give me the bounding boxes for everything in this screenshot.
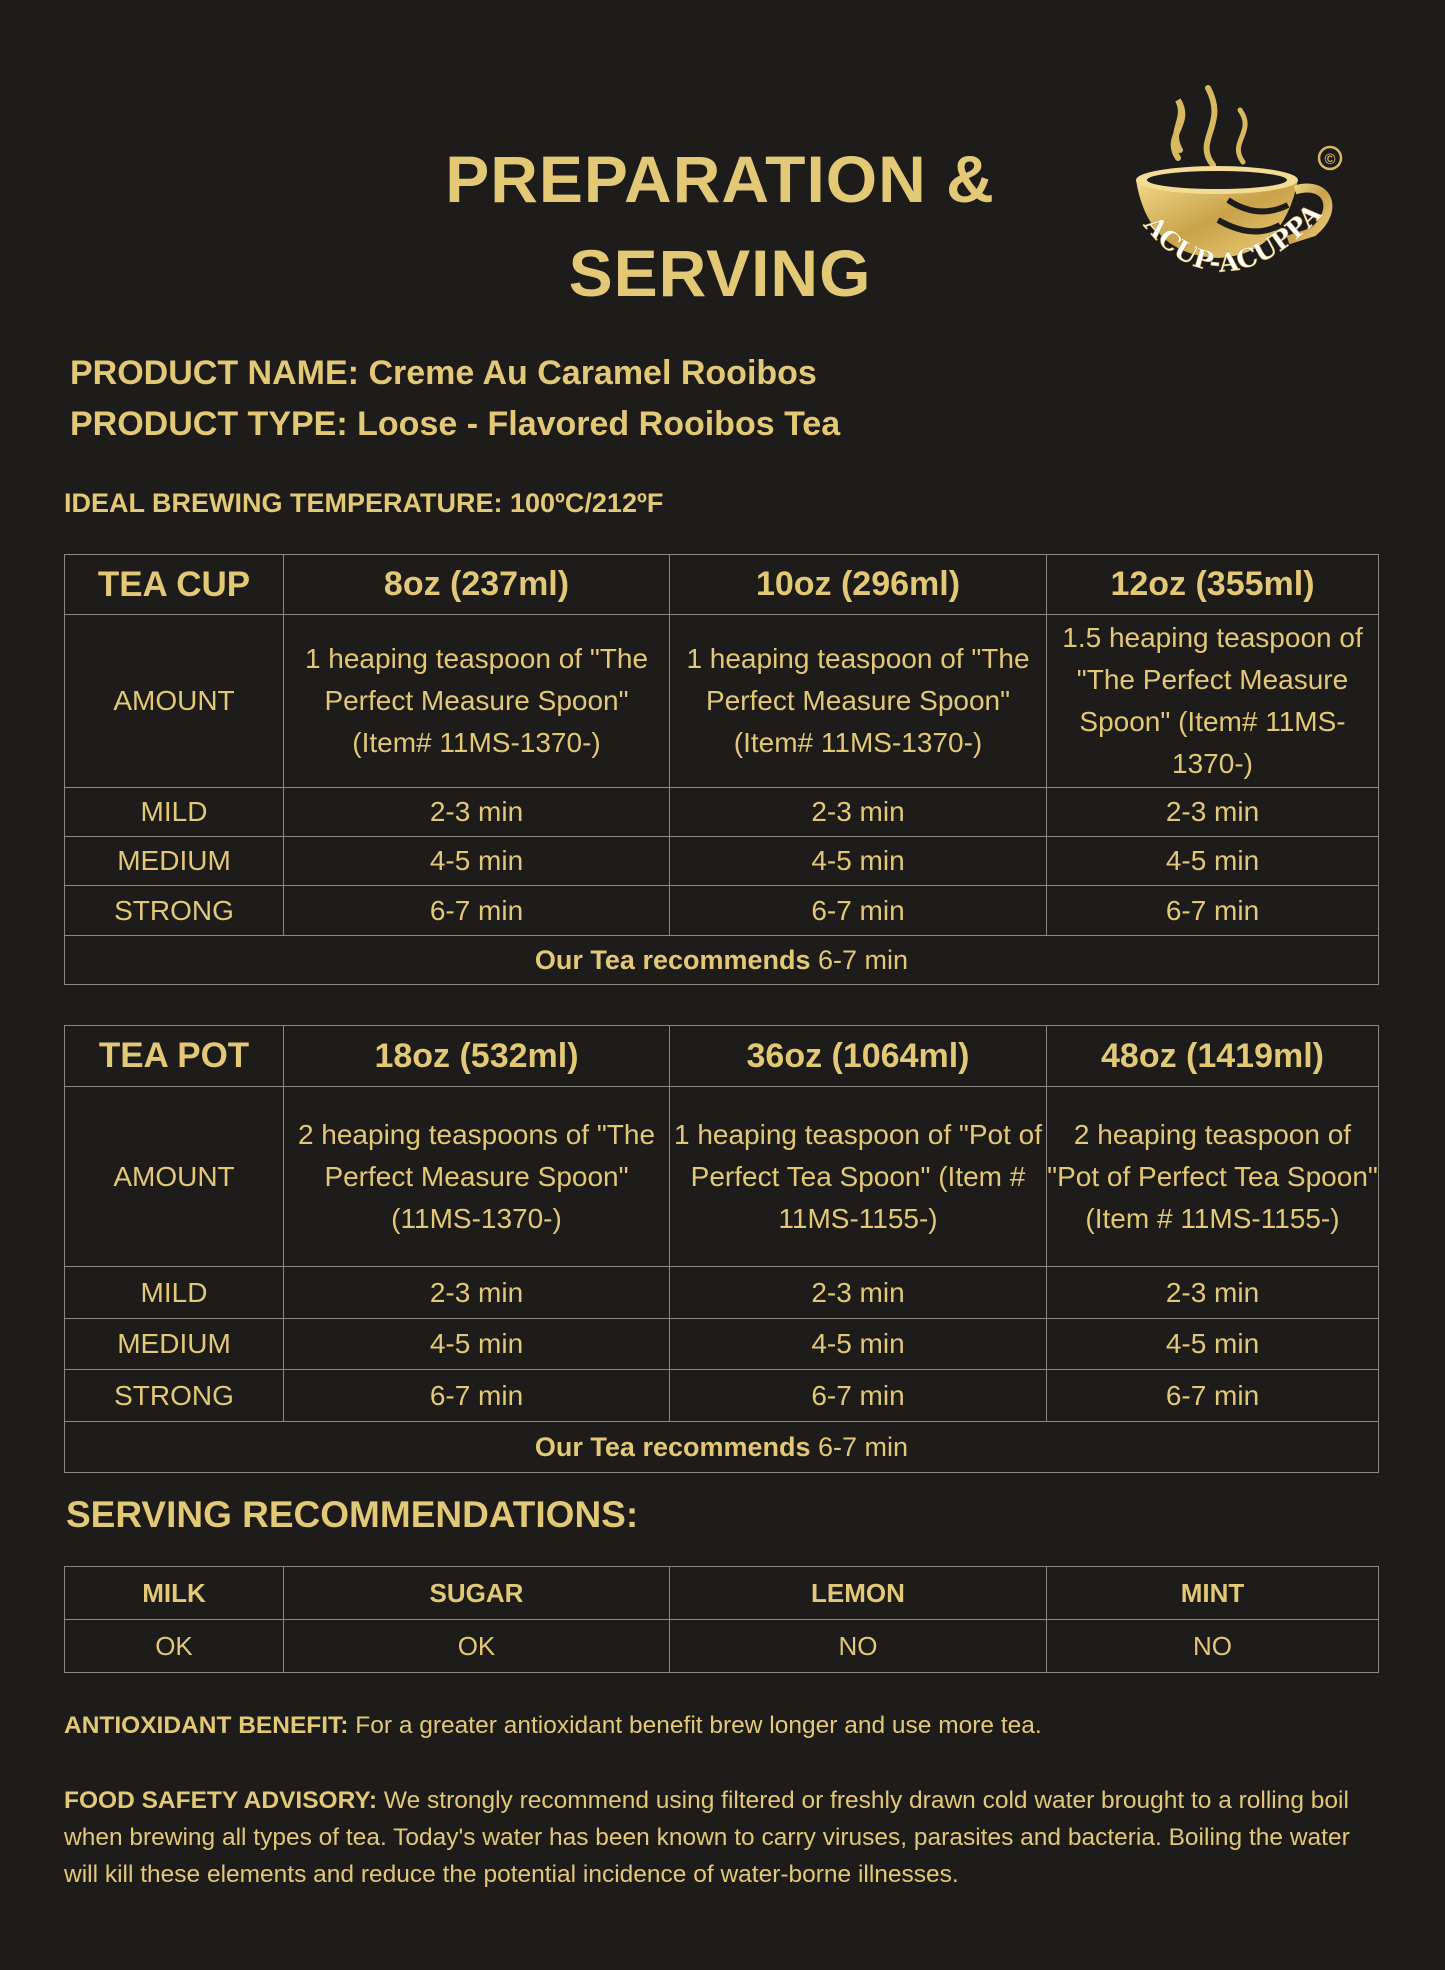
time-cell: 4-5 min xyxy=(1047,837,1379,886)
recommendation-cell xyxy=(65,1422,1379,1473)
table-header-row xyxy=(65,555,1379,615)
header-cell: TEA CUP xyxy=(65,555,284,615)
time-cell: 2-3 min xyxy=(670,1267,1047,1319)
amount-cell: 1 heaping teaspoon of "The Perfect Measure Spoon" (Item# 11MS-1370-) xyxy=(670,615,1047,788)
header-cell: LEMON xyxy=(670,1567,1047,1620)
row-label: AMOUNT xyxy=(65,1087,284,1267)
brand-logo xyxy=(1108,80,1358,320)
value-cell: OK xyxy=(284,1620,670,1673)
time-cell: 2-3 min xyxy=(1047,788,1379,837)
time-cell: 2-3 min xyxy=(284,1267,670,1319)
value-cell: NO xyxy=(670,1620,1047,1673)
tea-pot-table xyxy=(64,1025,1379,1473)
serving-recommendations-title: SERVING RECOMMENDATIONS: xyxy=(66,1494,639,1535)
page-title xyxy=(330,132,1110,320)
row-label: MILD xyxy=(65,788,284,837)
row-label: STRONG xyxy=(65,886,284,936)
amount-cell: 2 heaping teaspoon of "Pot of Perfect Tea Spoon" (Item # 11MS-1155-) xyxy=(1047,1087,1379,1267)
serving-table xyxy=(64,1566,1379,1673)
product-name-label: PRODUCT NAME: xyxy=(70,354,359,392)
row-label: AMOUNT xyxy=(65,615,284,788)
header-cell: MINT xyxy=(1047,1567,1379,1620)
antioxidant-benefit xyxy=(64,1707,1384,1744)
title-line-2: SERVING xyxy=(568,236,872,310)
header-cell: SUGAR xyxy=(284,1567,670,1620)
table-row xyxy=(65,788,1379,837)
time-cell: 4-5 min xyxy=(1047,1319,1379,1370)
antioxidant-label: ANTIOXIDANT BENEFIT: xyxy=(64,1712,349,1739)
food-safety-advisory xyxy=(64,1782,1384,1893)
copyright-mark: © xyxy=(1324,151,1336,168)
safety-label: FOOD SAFETY ADVISORY: xyxy=(64,1787,378,1814)
recommendation-cell xyxy=(65,936,1379,985)
header-cell: 48oz (1419ml) xyxy=(1047,1026,1379,1087)
table-row xyxy=(65,886,1379,936)
time-cell: 2-3 min xyxy=(284,788,670,837)
time-cell: 6-7 min xyxy=(284,886,670,936)
product-name xyxy=(70,354,817,393)
table-row xyxy=(65,1267,1379,1319)
recommendation-row xyxy=(65,1422,1379,1473)
time-cell: 4-5 min xyxy=(670,1319,1047,1370)
table-header-row xyxy=(65,1026,1379,1087)
time-cell: 6-7 min xyxy=(284,1370,670,1422)
row-label: MILD xyxy=(65,1267,284,1319)
time-cell: 2-3 min xyxy=(1047,1267,1379,1319)
recommendation-row xyxy=(65,936,1379,985)
recommendation-value: 6-7 min xyxy=(818,944,909,975)
amount-cell: 1 heaping teaspoon of "Pot of Perfect Tea Spoon" (Item # 11MS-1155-) xyxy=(670,1087,1047,1267)
product-name-value: Creme Au Caramel Rooibos xyxy=(368,354,817,392)
header-cell: 18oz (532ml) xyxy=(284,1026,670,1087)
product-type-label: PRODUCT TYPE: xyxy=(70,405,348,443)
row-label: MEDIUM xyxy=(65,837,284,886)
product-type xyxy=(70,405,840,444)
serving-value-row xyxy=(65,1620,1379,1673)
safety-text: We strongly recommend using filtered or freshly drawn cold water brought to a rolling boil when brewing all types of tea. Today's water has been known to carry viruses, parasites and bacteria. Boiling the water will kill these elements and reduce the potential incidence of water-borne illnesses. xyxy=(64,1787,1350,1888)
recommendation-label: Our Tea recommends xyxy=(534,1431,811,1462)
value-cell: NO xyxy=(1047,1620,1379,1673)
tea-cup-table xyxy=(64,554,1379,985)
brewing-temperature: IDEAL BREWING TEMPERATURE: 100ºC/212ºF xyxy=(64,488,664,518)
value-cell: OK xyxy=(65,1620,284,1673)
time-cell: 6-7 min xyxy=(1047,1370,1379,1422)
amount-cell: 1.5 heaping teaspoon of "The Perfect Measure Spoon" (Item# 11MS-1370-) xyxy=(1047,615,1379,788)
time-cell: 6-7 min xyxy=(1047,886,1379,936)
serving-header-row xyxy=(65,1567,1379,1620)
amount-cell: 2 heaping teaspoons of "The Perfect Measure Spoon" (11MS-1370-) xyxy=(284,1087,670,1267)
recommendation-label: Our Tea recommends xyxy=(534,944,811,975)
amount-cell: 1 heaping teaspoon of "The Perfect Measure Spoon" (Item# 11MS-1370-) xyxy=(284,615,670,788)
table-row xyxy=(65,837,1379,886)
row-label: MEDIUM xyxy=(65,1319,284,1370)
time-cell: 4-5 min xyxy=(670,837,1047,886)
header-cell: MILK xyxy=(65,1567,284,1620)
time-cell: 4-5 min xyxy=(284,1319,670,1370)
recommendation-value: 6-7 min xyxy=(818,1431,909,1462)
time-cell: 4-5 min xyxy=(284,837,670,886)
row-label: STRONG xyxy=(65,1370,284,1422)
header-cell: 36oz (1064ml) xyxy=(670,1026,1047,1087)
table-row xyxy=(65,1319,1379,1370)
title-line-1: PREPARATION & xyxy=(445,142,995,216)
header-cell: 10oz (296ml) xyxy=(670,555,1047,615)
antioxidant-text: For a greater antioxidant benefit brew longer and use more tea. xyxy=(355,1712,1042,1739)
amount-row xyxy=(65,615,1379,788)
time-cell: 2-3 min xyxy=(670,788,1047,837)
time-cell: 6-7 min xyxy=(670,886,1047,936)
time-cell: 6-7 min xyxy=(670,1370,1047,1422)
header-cell: 8oz (237ml) xyxy=(284,555,670,615)
amount-row xyxy=(65,1087,1379,1267)
header-cell: 12oz (355ml) xyxy=(1047,555,1379,615)
logo-text: ACUP-ACUPPA xyxy=(1137,198,1328,279)
table-row xyxy=(65,1370,1379,1422)
product-type-value: Loose - Flavored Rooibos Tea xyxy=(357,405,841,443)
header-cell: TEA POT xyxy=(65,1026,284,1087)
